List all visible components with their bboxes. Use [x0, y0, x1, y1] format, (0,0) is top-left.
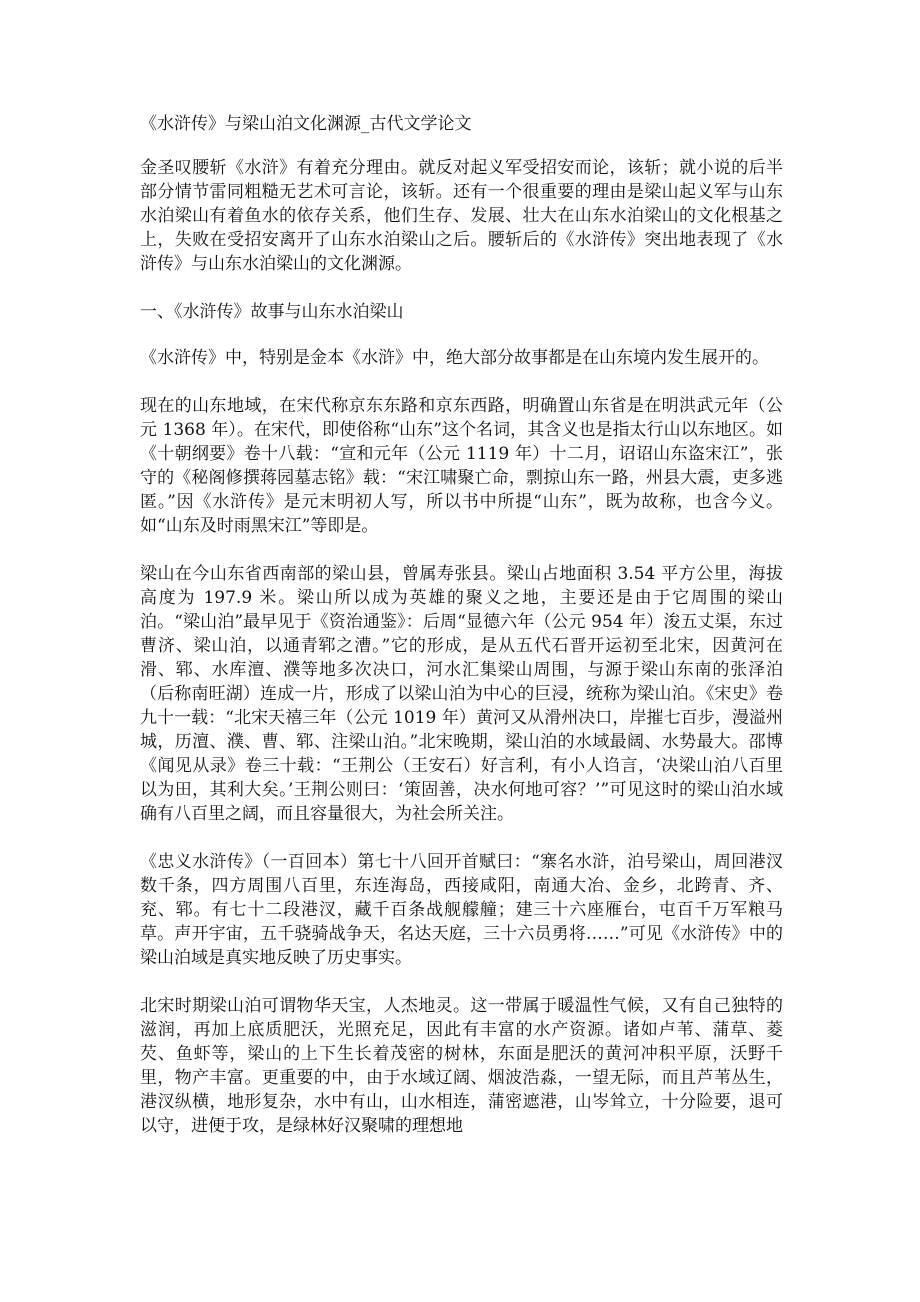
section-heading: 一、《水浒传》故事与山东水泊梁山: [140, 302, 404, 322]
paragraph-shandong-region: 现在的山东地域，在宋代称京东东路和京东西路，明确置山东省是在明洪武元年（公元 1368 年）。在宋代，即使俗称“山东”这个名词，其含义也是指太行山以东地区。如《十朝纲要》卷十八载：“宣和元年（公元 1119 年）十二月，诏诏山东盗宋江”，张守的《秘阁修撰蒋园墓志铭》载：“宋江啸聚亡命，剽掠山东一路，州县大震，吏多逃匿。”因《水浒传》是元末明初人写，所以书中所提“山东”，既为故称，也含今义。如“山东及时雨黑宋江”等即是。: [140, 396, 783, 536]
paragraph-shandong-stories: 《水浒传》中，特别是金本《水浒》中，绝大部分故事都是在山东境内发生展开的。: [140, 348, 769, 368]
document-title: 《水浒传》与梁山泊文化渊源_古代文学论文: [140, 114, 472, 134]
paragraph-zhongyi-shuihu: 《忠义水浒传》（一百回本）第七十八回开首赋曰：“寨名水浒，泊号梁山，周回港汊数千条，四方周围八百里，东连海岛，西接咸阳，南通大冶、金乡，北跨青、齐、兖、郓。有七十二段港汊，藏千百条战舰艨艟；建三十六座雁台，屯百千万军粮马草。声开宇宙，五千骁骑战争天，名达天庭，三十六员勇将……”可见《水浒传》中的梁山泊域是真实地反映了历史事实。: [140, 852, 783, 968]
paragraph-northern-song: 北宋时期梁山泊可谓物华天宝，人杰地灵。这一带属于暖温性气候，又有自己独特的滋润，再加上底质肥沃，光照充足，因此有丰富的水产资源。诸如卢苇、蒲草、菱芡、鱼虾等，梁山的上下生长着茂密的树林，东面是肥沃的黄河冲积平原，沃野千里，物产丰富。更重要的中，由于水域辽阔、烟波浩淼，一望无际，而且芦苇丛生，港汊纵横，地形复杂，水中有山，山水相连，蒲密遮港，山岑耸立，十分险要，退可以守，进便于攻，是绿林好汉聚啸的理想地: [140, 996, 783, 1136]
paragraph-intro: 金圣叹腰斩《水浒》有着充分理由。就反对起义军受招安而论，该斩；就小说的后半部分情节雷同粗糙无艺术可言论，该斩。还有一个很重要的理由是梁山起义军与山东水泊梁山有着鱼水的依存关系，他们生存、发展、壮大在山东水泊梁山的文化根基之上，失败在受招安离开了山东水泊梁山之后。腰斩后的《水浒传》突出地表现了《水浒传》与山东水泊梁山的文化渊源。: [140, 158, 783, 274]
paragraph-liangshan-geography: 梁山在今山东省西南部的梁山县，曾属寿张县。梁山占地面积 3.54 平方公里，海拔高度为 197.9 米。梁山所以成为英雄的聚义之地，主要还是由于它周围的梁山泊。“梁山泊”最早见于《资治通鉴》：后周“显德六年（公元 954 年）浚五丈渠，东过曹济、梁山泊，以通青郓之漕。”它的形成，是从五代石晋开运初至北宋，因黄河在滑、郓、水库澶、濮等地多次决口，河水汇集梁山周围，与源于梁山东南的张泽泊（后称南旺湖）连成一片，形成了以梁山泊为中心的巨浸，统称为梁山泊。《宋史》卷九十一载：“北宋天禧三年（公元 1019 年）黄河又从滑州决口，岸摧七百步，漫溢州城，历澶、濮、曹、郓、注梁山泊。”北宋晚期，梁山泊的水域最阔、水势最大。邵博《闻见从录》卷三十载：“王荆公（王安石）好言利，有小人诌言，‘决梁山泊八百里以为田，其利大矣。’王荆公则曰：‘策固善，决水何地可容？’”可见这时的梁山泊水域确有八百里之阔，而且容量很大，为社会所关注。: [140, 564, 783, 824]
document-page: [140, 112, 783, 1162]
